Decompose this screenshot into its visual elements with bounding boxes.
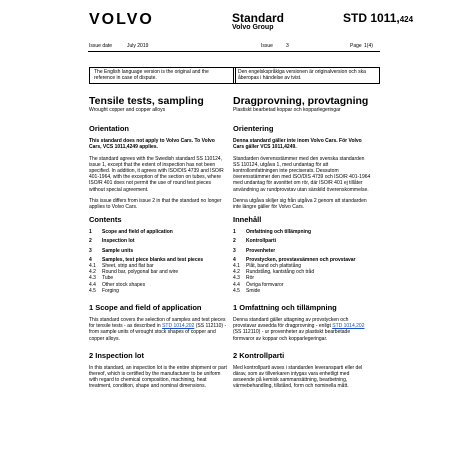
standard-label: Standard xyxy=(232,11,285,25)
title-en: Tensile tests, sampling xyxy=(89,95,204,107)
toc-item[interactable]: 3 Sample units xyxy=(89,247,134,254)
toc-item[interactable]: 4.5 Smide xyxy=(233,287,261,294)
subtitle-sv: Plastiskt bearbetad koppar och kopparlegeringar xyxy=(233,107,341,113)
section1-text-en: This standard covers the selection of samples and test pieces for tensile tests - as described in STD 1014,202 (SS 112110) - from sample units of wrought stock shapes of copper and copper alloys. xyxy=(89,317,227,342)
section1-heading-sv: 1 Omfattning och tillämpning xyxy=(233,303,337,313)
toc-item[interactable]: 4 Samples, test piece blanks and test pieces xyxy=(89,256,204,263)
toc-item[interactable]: 4.1 Sheet, strip and flat bar xyxy=(89,263,154,270)
toc-sv xyxy=(233,229,371,294)
subtitle-en: Wrought copper and copper alloys xyxy=(89,107,166,113)
contents-heading-sv: Innehåll xyxy=(233,215,262,225)
group-label: Volvo Group xyxy=(232,24,274,31)
issue-date: July 2019 xyxy=(127,43,149,49)
section1-text-sv: Denna standard gäller uttagning av provstycken och provstavar avsedda för dragprovning - enligt STD 1014,202 (SS 112110) - ur provenheter av plastiskt bearbetade formvaror av koppar och kopparlegeringar. xyxy=(233,317,365,342)
orientation-text-sv: Standarden överensstämmer med den svenska standarden SS 110124, utgåva 1, med undantag för att kontrollomfattningen inte preciserats. Dessutom överensstämmer den med ISO/DIS 4739 och ISO/R 401-1964 med undantag för avsnittet om rör, där ISO/R 401 ej tillåter användning av rundprovstav utan särskild överenskommelse. xyxy=(233,155,371,193)
toc-item[interactable]: 3 Provenheter xyxy=(233,247,276,254)
section2-heading-en: 2 Inspection lot xyxy=(89,350,145,360)
section2-text-sv: Med kontrollparti avses i standarden leveransparti eller del därav, som av tillverkaren intygas vara enhetligt med avseende på kemisk sammansättning, bearbetning, värmebehandling, tillstånd, form och nominella mått. xyxy=(233,364,363,390)
orientation-text2-en: This issue differs from issue 2 in that the standard no longer applies to Volvo Cars. xyxy=(89,197,222,211)
toc-item[interactable]: 2 Inspection lot xyxy=(89,238,135,245)
toc-item[interactable]: 4.4 Övriga formvaror xyxy=(233,281,284,288)
section2-heading-sv: 2 Kontrollparti xyxy=(233,350,285,360)
toc-item[interactable]: 1 Scope and field of application xyxy=(89,229,173,236)
std-link[interactable]: STD 1014,202 xyxy=(162,323,195,330)
toc-item[interactable]: 4.3 Tube xyxy=(89,275,114,282)
toc-item[interactable]: 4 Provstycken, provstavsämnen och provstavar xyxy=(233,256,356,263)
toc-item[interactable]: 4.4 Other stock shapes xyxy=(89,281,146,288)
page-number: 1(4) xyxy=(364,43,373,49)
standard-number: STD 1011,424 xyxy=(343,11,414,25)
note-english: The English language version is the original and the reference in case of dispute. xyxy=(89,67,236,84)
toc-item[interactable]: 4.1 Plåt, band och plattstång xyxy=(233,263,302,270)
issue-label: Issue xyxy=(261,43,273,49)
page-label: Page xyxy=(350,43,362,49)
toc-item[interactable]: 4.2 Rundstång, kantstång och tråd xyxy=(233,269,315,276)
swedish-column xyxy=(233,96,371,395)
std-link[interactable]: STD 1014,202 xyxy=(332,323,365,330)
orientation-heading-en: Orientation xyxy=(89,124,130,134)
toc-en xyxy=(89,229,227,294)
section2-text-en: In this standard, an inspection lot is the entire shipment or part thereof, which is certified by the manufacturer to be uniform with regard to chemical composition, machining, heat treatment, condition, shape and nominal dimensions. xyxy=(89,364,227,390)
orientation-bold-sv: Denna standard gäller inte inom Volvo Cars. För Volvo Cars gäller VCS 1011,4249. xyxy=(233,138,362,151)
note-swedish: Den engelskspråkiga versionen är originalversion och ska åberopas i händelse av tvist. xyxy=(233,67,380,84)
orientation-bold-en: This standard does not apply to Volvo Cars. To Volvo Cars, VCS 1011,4249 applies. xyxy=(89,138,215,151)
issue-date-label: Issue date xyxy=(89,43,113,49)
toc-item[interactable]: 1 Omfattning och tillämpning xyxy=(233,229,311,236)
orientation-text-en: The standard agrees with the Swedish standard SS 110124, issue 1, except that the extent of inspection has not been specified. In addition, it agrees with ISO/DIS 4739 and ISO/R 401-1964, with the exception of the section on tubes, where ISO/R 401 does not permit the use of round test pieces without special agreement. xyxy=(89,155,224,193)
issue-number: 3 xyxy=(286,43,289,49)
orientation-heading-sv: Orientering xyxy=(233,124,274,134)
toc-item[interactable]: 4.5 Forging xyxy=(89,287,119,294)
contents-heading-en: Contents xyxy=(89,215,122,225)
english-column xyxy=(89,96,227,395)
volvo-logo: VOLVO xyxy=(89,11,154,28)
toc-item[interactable]: 4.2 Round bar, polygonal bar and wire xyxy=(89,269,179,276)
toc-item[interactable]: 4.3 Rör xyxy=(233,275,255,282)
title-sv: Dragprovning, provtagning xyxy=(233,95,369,107)
orientation-text2-sv: Denna utgåva skiljer sig från utgåva 2 genom att standarden inte längre gäller för Volvo Cars. xyxy=(233,197,367,211)
toc-item[interactable]: 2 Kontrollparti xyxy=(233,238,276,245)
header-rule xyxy=(88,51,380,52)
section1-heading-en: 1 Scope and field of application xyxy=(89,303,202,313)
